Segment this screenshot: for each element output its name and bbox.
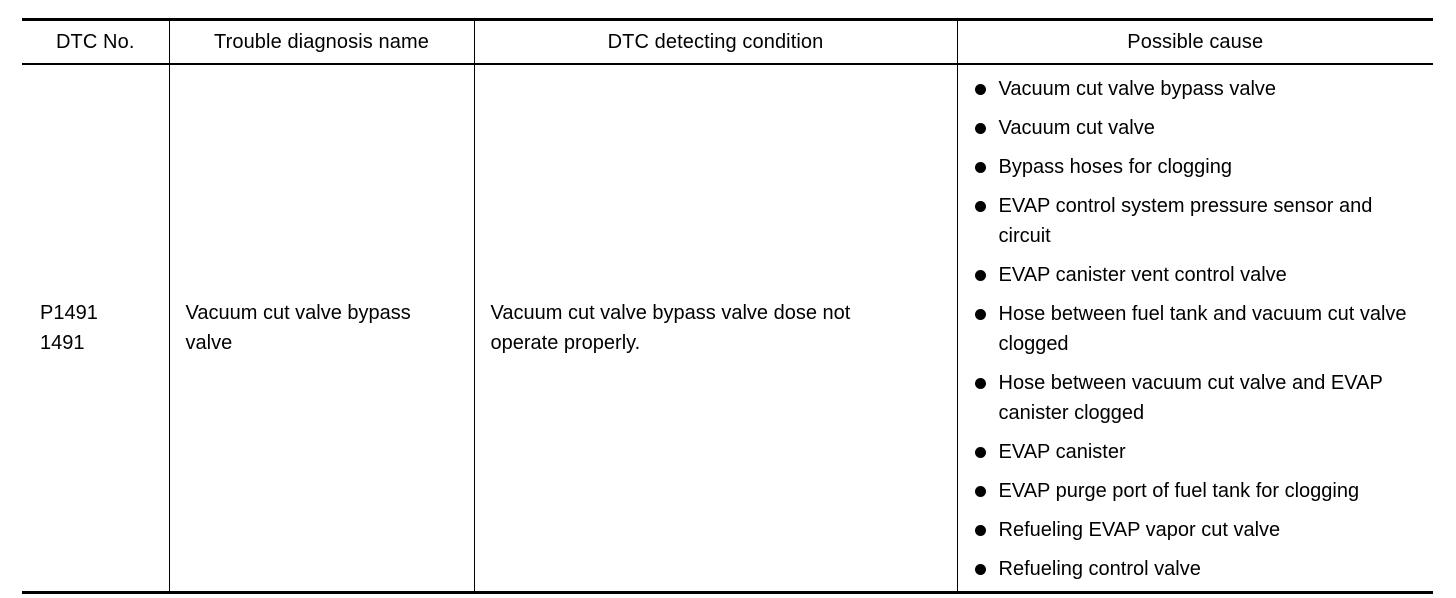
condition-line: operate properly.: [490, 332, 641, 354]
bullet-dot-icon: [975, 74, 999, 104]
header-trouble-diagnosis-name: Trouble diagnosis name: [169, 20, 474, 65]
list-item: [975, 191, 1428, 251]
bullet-dot-icon: [975, 368, 999, 398]
list-item: [975, 152, 1428, 182]
header-dtc-no: DTC No.: [22, 20, 169, 65]
cause-text: Bypass hoses for clogging: [998, 156, 1232, 178]
list-item: [975, 260, 1428, 290]
cause-text: EVAP canister vent control valve: [998, 264, 1287, 286]
cause-text: EVAP control system pressure sensor and circuit: [998, 195, 1373, 247]
bullet-dot-icon: [975, 437, 999, 467]
cause-text: EVAP canister: [998, 441, 1126, 463]
possible-cause-cell: [957, 64, 1433, 593]
header-dtc-detecting-condition: DTC detecting condition: [474, 20, 957, 65]
bullet-dot-icon: [975, 191, 999, 221]
table-header-row: [22, 20, 1433, 65]
cause-text: EVAP purge port of fuel tank for clogging: [998, 480, 1360, 502]
cause-text: Vacuum cut valve: [998, 117, 1155, 139]
list-item: [975, 74, 1428, 104]
possible-cause-list: [975, 74, 1428, 584]
cause-text: Hose between vacuum cut valve and EVAP canister clogged: [998, 372, 1383, 424]
list-item: [975, 113, 1428, 143]
bullet-dot-icon: [975, 152, 999, 182]
dtc-table: [22, 18, 1433, 594]
bullet-dot-icon: [975, 554, 999, 584]
condition-line: Vacuum cut valve bypass valve dose not: [490, 302, 851, 324]
list-item: [975, 515, 1428, 545]
trouble-name-line: valve: [185, 332, 233, 354]
bullet-dot-icon: [975, 299, 999, 329]
trouble-name-line: Vacuum cut valve bypass: [185, 302, 411, 324]
bullet-dot-icon: [975, 260, 999, 290]
bullet-dot-icon: [975, 515, 999, 545]
detecting-condition-cell: [474, 64, 957, 593]
trouble-name-cell: [169, 64, 474, 593]
dtc-number-cell: [22, 64, 169, 593]
bullet-dot-icon: [975, 113, 999, 143]
dtc-code-alt: 1491: [40, 332, 85, 354]
bullet-dot-icon: [975, 476, 999, 506]
table-row: [22, 64, 1433, 593]
header-possible-cause: Possible cause: [957, 20, 1433, 65]
cause-text: Refueling control valve: [998, 558, 1201, 580]
list-item: [975, 299, 1428, 359]
list-item: [975, 368, 1428, 428]
list-item: [975, 476, 1428, 506]
list-item: [975, 437, 1428, 467]
cause-text: Vacuum cut valve bypass valve: [998, 78, 1277, 100]
list-item: [975, 554, 1428, 584]
cause-text: Refueling EVAP vapor cut valve: [998, 519, 1281, 541]
dtc-code: P1491: [40, 302, 98, 324]
cause-text: Hose between fuel tank and vacuum cut valve clogged: [998, 303, 1407, 355]
